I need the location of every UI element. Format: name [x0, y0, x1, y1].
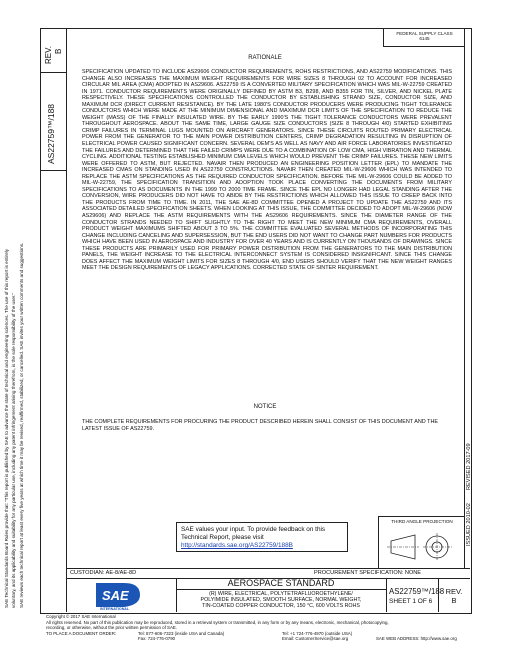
footer-rights-2: recording, or otherwise, without the prior written permission of SAE. — [46, 625, 178, 631]
custodian: CUSTODIAN: AE-8/AE-8D — [70, 570, 137, 576]
footer-tel-2: Tel: +1 724-776-4970 (outside USA) — [282, 630, 353, 636]
rationale-heading: RATIONALE — [248, 55, 282, 61]
notice-heading: NOTICE — [253, 404, 277, 410]
sae-logo-icon — [94, 581, 146, 609]
standard-cell — [176, 578, 387, 612]
footer-email[interactable]: Email: CustomerService@sae.org — [282, 636, 349, 642]
feedback-box — [176, 522, 348, 552]
rationale-text: SPECIFICATION UPDATED TO INCLUDE AS29606 CONDUCTOR REQUIREMENTS, ROHS RESTRICTIONS, AND AS22759 MODIFICATIONS. THIS CHANGE ALSO INCREASES THE MAXIMUM WEIGHT REQUIREMENTS FOR WIRE SIZES 8 THROUGH 02 TO ACCOUNT FOR INCREASED CIRCULAR MIL AREA (CMA) ADOPTED IN AS29606. AS22759 IS A CONVERTED MILITARY SPECIFICATION WHICH WAS MIL-W-22759 CREATED IN 1971. CONDUCTOR REQUIREMENTS WERE ORIGINALLY DEFINED BY ASTM B3, B298, AND B355 FOR TIN, SILVER, AND NICKEL PLATE RESPECTIVELY. THESE SPECIFICATIONS CONTROLLED THE CONDUCTOR BY ESTABLISHING STRAND SIZE, CONDUCTOR SIZE, AND MAXIMUM DCR (DIRECT CURRENT RESISTANCE). BY THE LATE 1980'S CONDUCTOR PRODUCERS WERE PRODUCING TIGHT TOLERANCE CONDUCTORS WHICH WERE MADE AT THE MINIMUM DIMENSIONAL AND MAXIMUM DCR LIMITS OF THE SPECIFICATION TO REDUCE THE WEIGHT (MASS) OF THE FINALLY INSULATED WIRE. BY THE EARLY 1990'S THE TIGHT TOLERANCE CONDUCTORS WERE PREVALENT THROUGHOUT AEROSPACE. ABOUT THE SAME TIME, LARGE GAUGE SIZE CONDUCTORS (SIZE 8 THROUGH 4/0) STARTED EXHIBITING CRIMP FAILURES IN TERMINAL LUGS MOUNTED ON AIRCRAFT GENERATORS. SINCE THESE CIRCUITS ROUTED PRIMARY ELECTRICAL POWER FROM THE GENERATOR TO THE MAIN POWER DISTRIBUTION CENTERS, CRIMP DEGRADATION RESULTING IN DISRUPTION OF ELECTRICAL POWER CAUSED SIGNIFICANT CONCERN. SEVERAL OEM'S AS WELL AS NAVY AND AIR FORCE LABORATORIES INVESTIGATED THE FAILURES AND DETERMINED THAT THE FAILED CRIMPS WERE DUE TO A COMBINATION OF LOW CMA, HIGH VIBRATION AND THERMAL CYCLING. ADDITIONAL TESTING ESTABLISHED MINIMUM CMA LEVELS WHICH WOULD PREVENT THE CRIMP FAILURES. THESE NEW LIMITS WERE OFFERED TO ASTM, BUT REJECTED. NAVAIR THEN PRODUCED AN ENGINEERING POSITION LETTER (EPL) TO MANDATE THE INCREASED CMAS ON STANDING USED IN AS22759 CONSTRUCTIONS. NAVAIR THEN CREATED MIL-W-29606 WHICH WAS INTENDED TO REPLACE THE ASTM SPECIFICATIONS AS THE REQUIRED CONDUCTOR SPECIFICATION. BEFORE THE MIL-W-29606 COULD BE ADDED TO MIL-W-22759, THE SPECIFICATION TRANSITION AND ADOPTION TOOK PLACE CONVERTING THE DOCUMENTS FROM MILITARY SPECIFICATIONS TO AS DOCUMENTS IN THE 1999 TO 2000 TIME FRAME. SINCE THE EPL NO LONGER HAD LEGAL STANDING AFTER THE CONVERSION, WIRE PRODUCERS DID NOT HAVE TO ABIDE BY THE RESTRICTIONS WHICH ALLOWED THIS ISSUE TO CREEP BACK INTO THE PRODUCTS FROM TIME TO TIME. IN 2011, THE SAE AE-8D COMMITTEE OPENED A PROJECT TO UPDATE THE AS22759 AND ITS ASSOCIATED DETAILED SPECIFICATION SHEETS. WHEN LOOKING AT THIS ISSUE, THE COMMITTEE DECIDED TO ADOPT MIL-W-29606 (NOW AS29606) AND REPLACE THE ASTM REQUIREMENTS WITH THE AS29606 REQUIREMENTS. SINCE THE DIAMETER RANGE OF THE CONDUCTOR STRANDS NEEDED TO SHIFT SLIGHTLY TO THE RIGHT TO MEET THE NEW MINIMUM CMA REQUIREMENTS, OVERALL PRODUCT WEIGHT MAXIMUMS SHIFTED ABOUT 3 TO 5%. THE COMMITTEE EVALUATED SEVERAL METHODS OF INCORPORATING THIS CHANGE INCLUDING CANCELING AND SUPERSESSION, BUT THE END USERS DID NOT WANT TO CHANGE PART NUMBERS FOR PRODUCTS WHICH HAVE BEEN USED IN AEROSPACE AND INDUSTRY FOR OVER 40 YEARS AND IS CURRENTLY ON THOUSANDS OF DRAWINGS. SINCE THESE PRODUCTS ARE PRIMARILY USED FOR PRIMARY POWER DISTRIBUTION FROM THE GENERATORS TO THE MAIN DISTRIBUTION PANELS, THE WEIGHT INCREASE TO THE ELECTRICAL INTERCONNECT SYSTEM IS CONSIDERED INSIGNIFICANT. SINCE THIS CHANGE DOES AFFECT THE MAXIMUM WEIGHT LIMITS FOR SIZES 8 THROUGH 4/0, END USERS SHOULD VERIFY THAT THE NEW WEIGHT RANGES MEET THE DESIGN REQUIREMENTS OF LEGACY APPLICATIONS. CORRECTED STATE OF SINTER REQUIREMENT. — [82, 69, 452, 272]
right-column-divider — [464, 28, 465, 568]
side-note-3: SAE reviews each technical report at least every five years at which time it may be revised, reaffirmed, stabilized, or cancelled. SAE invites your written comments and suggestions. — [19, 242, 24, 608]
rev-cell — [438, 578, 470, 612]
projection-symbol-icon — [387, 531, 457, 563]
projection-label: THIRD ANGLE PROJECTION — [391, 519, 453, 524]
side-doc-number: AS22759™/188 — [46, 103, 56, 164]
svg-text:SAE: SAE — [102, 588, 129, 603]
title-doc-number: AS22759™/188 — [389, 587, 445, 596]
docnum-cell — [386, 578, 445, 612]
revised-date: REVISED 2017-09 — [466, 443, 472, 490]
title-block — [66, 578, 470, 612]
title-rev-value: B — [451, 596, 457, 605]
footer-copyright: Copyright © 2017 SAE International — [46, 614, 116, 619]
fsc-label: FEDERAL SUPPLY CLASS — [396, 31, 453, 36]
footer — [46, 614, 476, 642]
side-rev-divider — [40, 72, 66, 73]
notice-text: THE COMPLETE REQUIREMENTS FOR PROCURING THE PRODUCT DESCRIBED HEREIN SHALL CONSIST OF THIS DOCUMENT AND THE LATEST ISSUE OF AS22759. — [82, 419, 438, 432]
footer-tel-1: Tel: 877-606-7323 (inside USA and Canada) — [138, 630, 225, 636]
logo-subtext: INTERNATIONAL — [100, 607, 130, 611]
footer-rights-1: All rights reserved. No part of this publication may be reproduced, stored in a retrieval system or transmitted, in any form or by any means, electronic, mechanical, photocopying, — [46, 619, 389, 625]
footer-order: TO PLACE A DOCUMENT ORDER: — [46, 630, 117, 636]
fsc-box — [383, 28, 465, 47]
procurement-spec: PROCUREMENT SPECIFICATION: NONE — [314, 570, 422, 576]
side-note-2: voluntary, and its applicability and suitability for any particular use, including any patent infringement arising therefrom, is the sole responsibility of the user." — [11, 292, 16, 608]
title-sheet: SHEET 1 OF 6 — [389, 598, 433, 605]
side-doc-divider — [40, 170, 66, 171]
feedback-line-2: Technical Report, please visit — [181, 534, 264, 541]
feedback-link[interactable]: http://standards.sae.org/AS22759/188B — [181, 542, 293, 549]
projection-box — [378, 516, 465, 569]
side-column-divider — [66, 28, 67, 612]
standard-description: (R) WIRE, ELECTRICAL, POLYTETRAFLUOROETHYLENE/ POLYIMIDE INSULATED, SMOOTH SURFACE, NORMAL WEIGHT, TIN-COATED COPPER CONDUCTOR, 150 °C, 600 VOLTS ROHS — [200, 591, 362, 609]
side-note-1: SAE Technical Standards Board Rules provide that: "This report is published by SAE to advance the state of technical and engineering sciences. The use of this report is entirely — [4, 249, 9, 608]
standard-title: AEROSPACE STANDARD — [176, 578, 386, 590]
side-rev-value: B — [54, 48, 63, 54]
title-rev-label: REV. — [445, 587, 463, 596]
fsc-value: 6145 — [419, 36, 430, 41]
logo-cell — [66, 578, 177, 612]
feedback-line-1: SAE values your input. To provide feedback on this — [181, 526, 326, 533]
issued-date: ISSUED 2010-02 — [466, 503, 472, 546]
footer-web[interactable]: SAE WEB ADDRESS: http://www.sae.org — [376, 636, 457, 642]
footer-fax: Fax: 724-776-0790 — [138, 636, 176, 642]
side-rev-label: REV. — [44, 46, 53, 64]
